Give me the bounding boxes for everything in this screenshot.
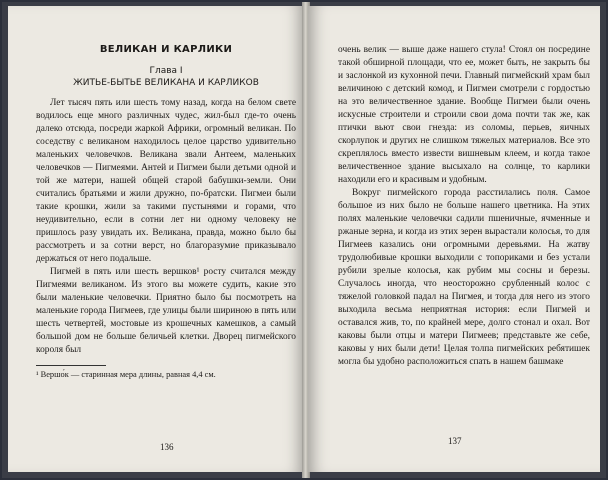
page-number-left: 136: [160, 442, 174, 452]
open-book: [2, 2, 606, 478]
right-page-text: [338, 44, 590, 369]
chapter-heading: Глава I: [149, 66, 183, 76]
left-page: [8, 6, 304, 472]
footnote: ¹ Вершо́к — старинная мера длины, равная 4,4 см.: [36, 370, 216, 379]
left-page-text: [36, 97, 296, 357]
page-number-right: 137: [448, 436, 462, 446]
footnote-divider: [36, 365, 106, 366]
story-title: ВЕЛИКАН И КАРЛИКИ: [99, 44, 233, 55]
left-page-content: [36, 44, 296, 380]
chapter-subtitle: ЖИТЬЕ-БЫТЬЕ ВЕЛИКАНА И КАРЛИКОВ: [73, 78, 259, 88]
right-page-content: [338, 44, 590, 369]
paragraph: очень велик — выше даже нашего стула! Стоял он посредине такой обширной площади, что ее, может быть, не закрыть бы и заслонкой из кухонной печи. Главный пигмейский храм был величиною с детский комод, и Пигмеи смотрели с гордостью на это величественное здание. Вообще Пигмеи были очень искусные строители и строили свои дома почти так же, как птички вьют свои гнезда: из соломы, перьев, яичных скорлупок и других не слишком тяжелых материалов. Все это скреплялось вместо извести вишневым клеем, и когда такое величественное здание высыхало на солнце, то карлики находили его и красивым и удобным.: [338, 45, 590, 185]
paragraph: Вокруг пигмейского города расстилались поля. Самое большое из них было не больше нашего цветника. На этих полях маленькие человечки садили пшеничные, ячменные и ржаные зерна, и когда из этих зерен вырастали колосья, то для Пигмеев казались они огромными деревьями. На жатву трудолюбивые крошки выходили с топориками и без устали рубили зрелые колосья, как рубим мы сосны и березы. Случалось иногда, что неосторожно срубленный колос с тяжелой головкой падал на Пигмея, и тогда для него из этого выходила весьма неприятная история: если Пигмей и оставался жив, то, по крайней мере, долго стонал и охал. Вот каковы были отцы и матери Пигмеев; представьте же себе, каковы у них были дети! Целая толпа пигмейских ребятишек могла бы удобно расположиться спать в нашем башмаке: [338, 188, 590, 367]
right-page: [308, 6, 600, 472]
paragraph: Пигмей в пять или шесть вершков¹ росту считался между Пигмеями великаном. Из этого вы можете судить, какие это были маленькие человечки. Приятно было бы посмотреть на маленькие города Пигмеев, где улицы были шириною в пять или шесть четвертей, мостовые из крошечных камешков, а самый большой дом не больше беличьей клетки. Дворец пигмейского короля был: [36, 267, 296, 355]
paragraph: Лет тысяч пять или шесть тому назад, когда на белом свете водилось еще много различных чудес, жил-был где-то очень далеко отсюда, посреди жаркой Африки, огромный великан. По соседству с великаном находилось целое царство удивительно маленьких человечков. Великана звали Антеем, маленьких человечков — Пигмеями. Антей и Пигмеи были детьми одной и той же матери, нашей общей старой бабушки-земли. Они считались братьями и жили дружно, по-братски. Пигмеи были такие крошки, жили за такими пустынями и горами, что неудивительно, если в сотни лет ни одному человеку не пришлось разу увидать их. Великана, правда, можно было бы рассмотреть и за сотни верст, но благоразумие приказывало держаться от него подальше.: [36, 98, 296, 264]
